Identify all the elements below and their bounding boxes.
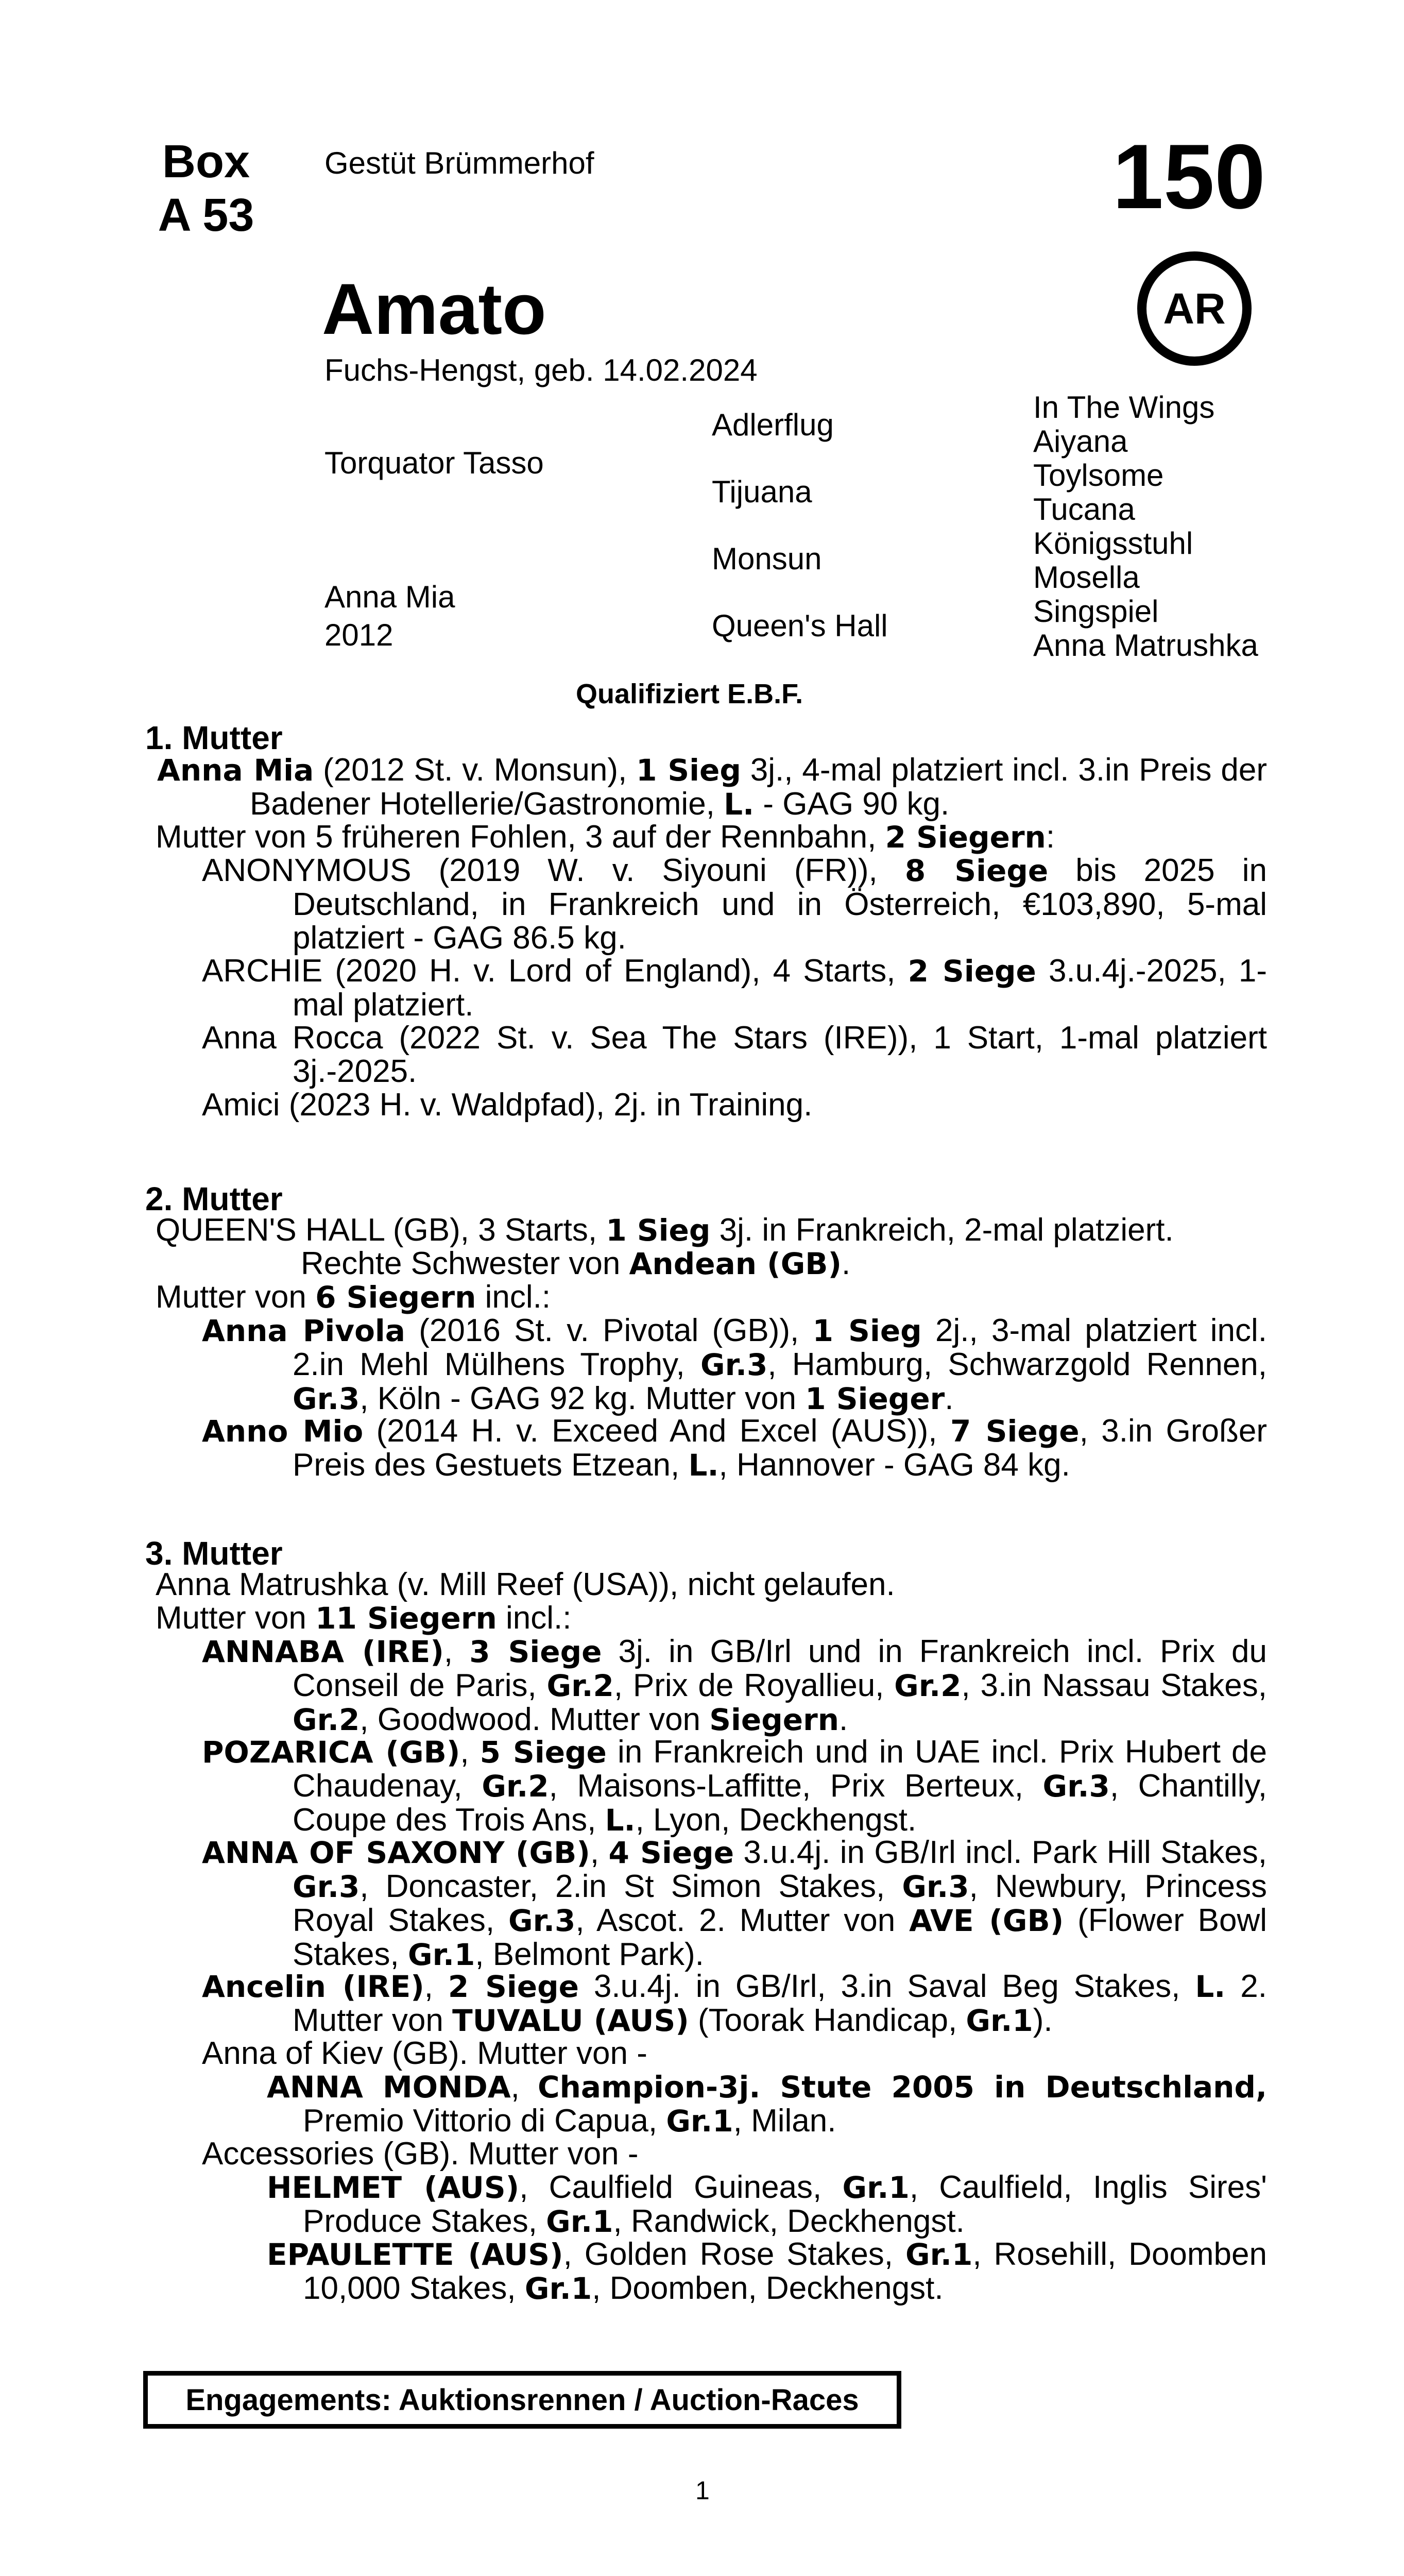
text-run: , Rosehill, Doomben 10,000 Stakes,: [303, 2236, 1268, 2306]
first-dam-title: 1. Mutter: [145, 719, 283, 756]
bold-run: Anna Pivola: [202, 1313, 405, 1348]
box-label: Box: [162, 136, 250, 188]
text-run: , Golden Rose Stakes,: [563, 2236, 905, 2272]
bold-run: 1 Sieg: [606, 1213, 711, 1248]
text-run: ,: [590, 1835, 609, 1870]
text-run: , Lyon, Deckhengst.: [635, 1802, 917, 1838]
text-run: Mutter von: [156, 1279, 316, 1315]
text-run: , Caulfield, Inglis Sires' Produce Stakes,: [303, 2170, 1268, 2239]
bold-run: ANNA MONDA: [267, 2070, 511, 2105]
text-run: , Milan.: [733, 2103, 836, 2139]
third-dam-title: 3. Mutter: [145, 1535, 283, 1572]
offspring-entry: [202, 1088, 1267, 1122]
bold-run: Gr.1: [524, 2271, 592, 2306]
text-run: - GAG 90 kg.: [754, 786, 950, 822]
bold-run: Gr.1: [842, 2170, 910, 2205]
text-run: ).: [1033, 2003, 1053, 2038]
text-run: , Newbury, Princess Royal Stakes,: [293, 1869, 1267, 1938]
second-dam-produce-summary: [156, 1280, 1268, 1314]
text-run: ,: [460, 1734, 480, 1770]
bold-run: 3 Siege: [469, 1634, 602, 1669]
pedigree-g3-item: Königsstuhl: [1033, 526, 1193, 561]
offspring-entry: [202, 1313, 1268, 1416]
offspring-entry: [202, 1969, 1267, 2038]
grand-offspring-entry: [267, 2069, 1267, 2139]
bold-run: TUVALU (AUS): [452, 2003, 689, 2038]
pedigree-g3-item: Aiyana: [1033, 424, 1128, 459]
offspring-entry: [202, 2137, 1267, 2171]
first-dam-produce-summary: [156, 820, 1268, 854]
bold-run: Champion-3j. Stute 2005 in Deutschland,: [538, 2070, 1267, 2105]
bold-run: Gr.2: [546, 1668, 614, 1703]
pedigree-sire: Torquator Tasso: [324, 446, 544, 480]
text-run: (2014 H. v. Exceed And Excel (AUS)),: [363, 1413, 950, 1449]
text-run: , Prix de Royallieu,: [613, 1668, 895, 1703]
text-run: Mutter von 5 früheren Fohlen, 3 auf der Rennbahn,: [156, 819, 885, 855]
text-run: incl.:: [496, 1600, 572, 1636]
bold-run: Ancelin (IRE): [202, 1969, 424, 2004]
pedigree-dam-dam: Queen's Hall: [712, 608, 888, 643]
text-run: ANONYMOUS (2019 W. v. Siyouni (FR)),: [202, 853, 905, 888]
text-run: , Caulfield Guineas,: [519, 2170, 843, 2205]
text-run: (2016 St. v. Pivotal (GB)),: [405, 1313, 813, 1348]
bold-run: L.: [688, 1448, 719, 1483]
box-number: A 53: [158, 190, 254, 242]
bold-run: 1 Sieg: [812, 1313, 922, 1348]
pedigree-g3-item: Anna Matrushka: [1033, 628, 1258, 663]
text-run: Accessories (GB). Mutter von -: [202, 2136, 639, 2172]
bold-run: 2 Siegern: [885, 820, 1046, 855]
bold-run: 8 Siege: [904, 853, 1049, 888]
text-run: 3j. in GB/Irl und in Frankreich incl. Prix du Conseil de Paris,: [293, 1634, 1267, 1703]
text-run: , 3.in Nassau Stakes,: [961, 1668, 1267, 1703]
bold-run: Siegern: [709, 1702, 840, 1737]
text-run: , Randwick, Deckhengst.: [613, 2204, 965, 2239]
bold-run: Andean (GB): [629, 1246, 842, 1281]
ar-badge: [1137, 251, 1252, 366]
text-run: :: [1046, 819, 1055, 855]
grand-offspring-entry: [267, 2236, 1268, 2306]
breeder-name: Gestüt Brümmerhof: [324, 146, 594, 180]
text-run: in Frankreich und in UAE incl. Prix Hubert de Chaudenay,: [293, 1734, 1267, 1804]
bold-run: Gr.3: [700, 1347, 768, 1382]
text-run: Rechte Schwester von: [301, 1246, 629, 1281]
bold-run: Gr.2: [293, 1702, 360, 1737]
text-run: , Chantilly, Coupe des Trois Ans,: [293, 1768, 1268, 1838]
text-run: Anna Matrushka (v. Mill Reef (USA)), nicht gelaufen.: [156, 1567, 895, 1602]
ar-badge-label: AR: [1163, 284, 1226, 333]
offspring-entry: [202, 1634, 1267, 1737]
third-dam-entry: [156, 1568, 1268, 1601]
bold-run: 4 Siege: [608, 1835, 734, 1870]
text-run: ,: [510, 2069, 538, 2105]
bold-run: 11 Siegern: [315, 1601, 497, 1636]
text-run: , Maisons-Laffitte, Prix Berteux,: [549, 1768, 1043, 1804]
text-run: , Doomben, Deckhengst.: [592, 2270, 944, 2306]
text-run: , Doncaster, 2.in St Simon Stakes,: [359, 1869, 902, 1904]
text-run: Amici (2023 H. v. Waldpfad), 2j. in Training.: [202, 1087, 813, 1123]
bold-run: Anna Mia: [157, 753, 314, 788]
pedigree-g3-item: Tucana: [1033, 492, 1135, 527]
text-run: .: [945, 1381, 954, 1416]
text-run: , Köln - GAG 92 kg. Mutter von: [359, 1381, 806, 1416]
engagements-label: Engagements: Auktionsrennen / Auction-Races: [185, 2383, 859, 2417]
bold-run: Gr.3: [293, 1869, 360, 1904]
bold-run: L.: [724, 787, 755, 822]
text-run: , Hannover - GAG 84 kg.: [718, 1447, 1070, 1483]
pedigree-g3-item: Toylsome: [1033, 458, 1164, 493]
bold-run: Anno Mio: [202, 1414, 364, 1449]
text-run: QUEEN'S HALL (GB), 3 Starts,: [156, 1212, 606, 1248]
second-dam-entry: [156, 1213, 1268, 1247]
bold-run: Gr.2: [894, 1668, 962, 1703]
bold-run: 5 Siege: [480, 1735, 607, 1770]
offspring-entry: [202, 953, 1267, 1023]
pedigree-dam: Anna Mia: [324, 580, 455, 614]
text-run: bis 2025 in Deutschland, in Frankreich und in Österreich, €103,890, 5-mal platziert - GAG 86.5 kg.: [293, 853, 1267, 956]
horse-name: Amato: [322, 268, 546, 349]
bold-run: L.: [1195, 1969, 1226, 2004]
bold-run: Gr.3: [902, 1869, 969, 1904]
lot-number: 150: [1112, 125, 1265, 228]
text-run: (Flower Bowl Stakes,: [293, 1903, 1268, 1972]
text-run: 2j., 3-mal platziert incl. 2.in Mehl Mülhens Trophy,: [293, 1313, 1267, 1382]
text-run: ARCHIE (2020 H. v. Lord of England), 4 Starts,: [202, 953, 908, 989]
pedigree-g3-item: Singspiel: [1033, 594, 1159, 629]
grand-offspring-entry: [267, 2170, 1268, 2239]
text-run: 2. Mutter von: [293, 1969, 1267, 2038]
bold-run: HELMET (AUS): [267, 2170, 520, 2205]
horse-description: Fuchs-Hengst, geb. 14.02.2024: [324, 353, 758, 387]
text-run: 3.u.4j. in GB/Irl, 3.in Saval Beg Stakes,: [578, 1969, 1195, 2004]
bold-run: Gr.1: [546, 2204, 613, 2239]
pedigree-sire-dam: Tijuana: [712, 474, 812, 509]
text-run: .: [842, 1246, 851, 1281]
bold-run: L.: [605, 1803, 636, 1838]
text-run: 3j., 4-mal platziert incl. 3.in Preis der Badener Hotellerie/Gastronomie,: [250, 752, 1267, 822]
bold-run: 6 Siegern: [315, 1280, 476, 1315]
bold-run: Gr.2: [482, 1769, 549, 1804]
bold-run: Gr.3: [293, 1381, 360, 1416]
text-run: Anna of Kiev (GB). Mutter von -: [202, 2036, 647, 2071]
text-run: , Goodwood. Mutter von: [359, 1702, 710, 1737]
text-run: 3j. in Frankreich, 2-mal platziert.: [710, 1212, 1174, 1248]
engagements-box: [143, 2371, 901, 2429]
offspring-entry: [202, 1413, 1268, 1483]
bold-run: 2 Siege: [908, 954, 1036, 989]
bold-run: AVE (GB): [909, 1903, 1064, 1938]
text-run: Mutter von: [156, 1600, 316, 1636]
bold-run: 1 Sieg: [636, 753, 741, 788]
bold-run: 7 Siege: [950, 1414, 1080, 1449]
offspring-entry: [202, 2037, 1267, 2070]
bold-run: Gr.1: [905, 2237, 973, 2272]
bold-run: ANNABA (IRE): [202, 1634, 444, 1669]
bold-run: 2 Siege: [448, 1969, 579, 2004]
text-run: incl.:: [476, 1279, 551, 1315]
offspring-entry: [202, 1835, 1268, 1972]
text-run: , 3.in Großer Preis des Gestuets Etzean,: [293, 1413, 1268, 1483]
offspring-entry: [202, 1020, 1267, 1089]
pedigree-sire-sire: Adlerflug: [712, 408, 834, 442]
bold-run: POZARICA (GB): [202, 1735, 460, 1770]
bold-run: Gr.1: [408, 1937, 475, 1972]
page-number: 1: [695, 2476, 710, 2505]
text-run: , Hamburg, Schwarzgold Rennen,: [767, 1347, 1268, 1382]
pedigree-dam-sire: Monsun: [712, 541, 822, 576]
text-run: 3.u.4j. in GB/Irl incl. Park Hill Stakes,: [734, 1835, 1267, 1870]
bold-run: Gr.1: [666, 2104, 733, 2139]
bold-run: ANNA OF SAXONY (GB): [202, 1835, 590, 1870]
text-run: (Toorak Handicap,: [689, 2003, 966, 2038]
pedigree-dam-year: 2012: [324, 618, 393, 652]
second-dam-title: 2. Mutter: [145, 1180, 283, 1217]
offspring-entry: [202, 1734, 1268, 1838]
bold-run: Gr.1: [966, 2003, 1033, 2038]
text-run: (2012 St. v. Monsun),: [314, 752, 637, 788]
bold-run: Gr.3: [508, 1903, 576, 1938]
second-dam-note: [301, 1247, 1267, 1281]
pedigree-third-generation: [1033, 391, 1258, 663]
first-dam-entry: [157, 752, 1267, 822]
text-run: , Ascot. 2. Mutter von: [575, 1903, 910, 1938]
third-dam-produce-summary: [156, 1601, 1268, 1635]
text-run: 3.u.4j.-2025, 1-mal platziert.: [293, 953, 1267, 1023]
bold-run: 1 Sieger: [805, 1381, 945, 1416]
pedigree-g3-item: Mosella: [1033, 560, 1140, 595]
text-run: Anna Rocca (2022 St. v. Sea The Stars (IRE)), 1 Start, 1-mal platziert 3j.-2025.: [202, 1020, 1267, 1089]
bold-run: Gr.3: [1042, 1769, 1110, 1804]
text-run: .: [839, 1702, 848, 1737]
text-run: , Belmont Park).: [475, 1937, 704, 1972]
text-run: ,: [443, 1634, 470, 1669]
qualification: Qualifiziert E.B.F.: [576, 679, 803, 709]
bold-run: EPAULETTE (AUS): [267, 2237, 563, 2272]
text-run: ,: [424, 1969, 448, 2004]
offspring-entry: [202, 853, 1267, 956]
text-run: Premio Vittorio di Capua,: [303, 2103, 666, 2139]
pedigree-g3-item: In The Wings: [1033, 390, 1215, 425]
